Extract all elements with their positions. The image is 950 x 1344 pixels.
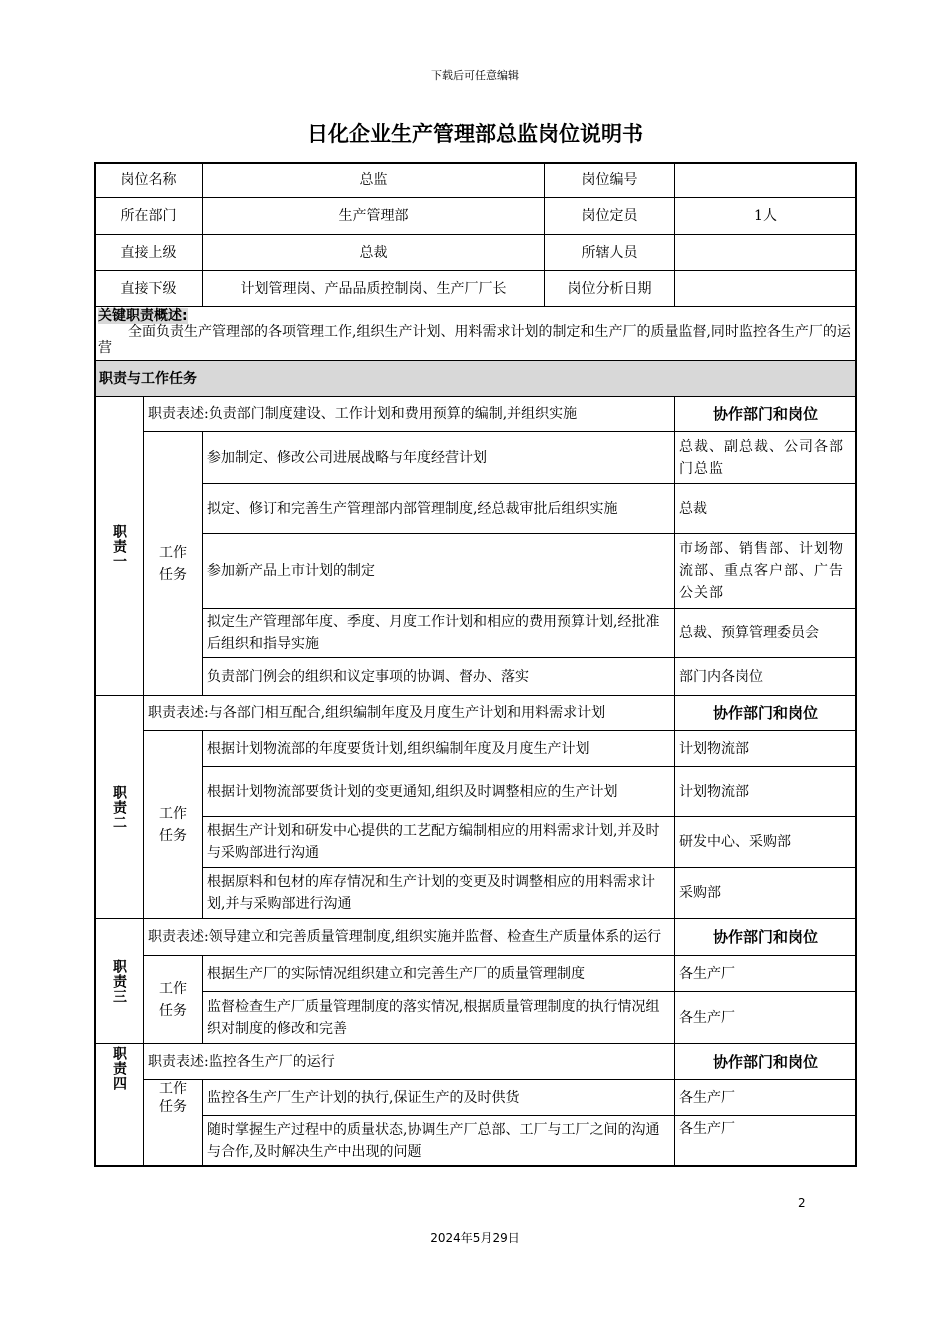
duty-3-task-1: 根据生产厂的实际情况组织建立和完善生产厂的质量管理制度	[202, 955, 675, 992]
page-title: 日化企业生产管理部总监岗位说明书	[307, 122, 643, 146]
header-note: 下载后可任意编辑	[431, 69, 519, 82]
duty-4-coop-header: 协作部门和岗位	[674, 1043, 857, 1080]
duty-3-task-2: 监督检查生产厂质量管理制度的落实情况,根据质量管理制度的执行情况组织对制度的修改和完善	[202, 991, 675, 1044]
duty-3-task-label: 工作 任务	[143, 955, 203, 1044]
duty-3-desc: 职责表述:领导建立和完善质量管理制度,组织实施并监督、检查生产质量体系的运行	[143, 918, 675, 956]
duty-4-label: 职责四	[94, 1043, 144, 1167]
duty-2-coop-3: 研发中心、采购部	[674, 816, 857, 868]
staff-value	[674, 234, 857, 271]
date-label: 岗位分析日期	[544, 270, 675, 307]
duty-1-task-label: 工作 任务	[143, 431, 203, 696]
duty-1-task-3: 参加新产品上市计划的制定	[202, 533, 675, 609]
quota-value: 1人	[674, 197, 857, 235]
duty-2-coop-4: 采购部	[674, 867, 857, 919]
duty-2-coop-1: 计划物流部	[674, 730, 857, 767]
duty-4-task-2: 随时掌握生产过程中的质量状态,协调生产厂总部、工厂与工厂之间的沟通与合作,及时解决生产中出现的问题	[202, 1115, 675, 1167]
duty-1-desc: 职责表述:负责部门制度建设、工作计划和费用预算的编制,并组织实施	[143, 396, 675, 432]
duty-4-coop-1: 各生产厂	[674, 1079, 857, 1116]
code-label: 岗位编号	[544, 162, 675, 198]
code-value	[674, 162, 857, 198]
duty-4-desc: 职责表述:监控各生产厂的运行	[143, 1043, 675, 1080]
duty-4-task-label: 工作 任务	[143, 1079, 203, 1167]
summary-label: 关键职责概述:	[98, 308, 188, 324]
summary-text: 全面负责生产管理部的各项管理工作,组织生产计划、用料需求计划的制定和生产厂的质量监督,同时监控各生产厂的运营	[98, 324, 851, 356]
duty-2-label: 职责二	[94, 695, 144, 919]
name-label: 岗位名称	[94, 162, 203, 198]
duty-1-coop-2: 总裁	[674, 483, 857, 534]
duty-1-coop-1: 总裁、副总裁、公司各部门总监	[674, 431, 857, 484]
staff-label: 所辖人员	[544, 234, 675, 271]
dept-value: 生产管理部	[202, 197, 545, 235]
name-value: 总监	[202, 162, 545, 198]
superior-label: 直接上级	[94, 234, 203, 271]
duty-1-task-1: 参加制定、修改公司进展战略与年度经营计划	[202, 431, 675, 484]
duty-2-coop-header: 协作部门和岗位	[674, 695, 857, 731]
duty-3-coop-1: 各生产厂	[674, 955, 857, 992]
duty-4-task-1: 监控各生产厂生产计划的执行,保证生产的及时供货	[202, 1079, 675, 1116]
subordinate-label: 直接下级	[94, 270, 203, 307]
dept-label: 所在部门	[94, 197, 203, 235]
duty-2-coop-2: 计划物流部	[674, 766, 857, 817]
summary-block	[94, 306, 857, 361]
duty-2-task-label: 工作 任务	[143, 730, 203, 919]
duty-4-coop-2: 各生产厂	[674, 1115, 857, 1167]
duty-2-task-2: 根据计划物流部要货计划的变更通知,组织及时调整相应的生产计划	[202, 766, 675, 817]
duty-3-coop-header: 协作部门和岗位	[674, 918, 857, 956]
duty-2-task-1: 根据计划物流部的年度要货计划,组织编制年度及月度生产计划	[202, 730, 675, 767]
duty-1-coop-5: 部门内各岗位	[674, 657, 857, 696]
duty-1-coop-header: 协作部门和岗位	[674, 396, 857, 432]
duty-1-task-2: 拟定、修订和完善生产管理部内部管理制度,经总裁审批后组织实施	[202, 483, 675, 534]
duty-2-task-4: 根据原料和包材的库存情况和生产计划的变更及时调整相应的用料需求计划,并与采购部进行沟通	[202, 867, 675, 919]
date-value	[674, 270, 857, 307]
duty-1-coop-3: 市场部、销售部、计划物流部、重点客户部、广告公关部	[674, 533, 857, 609]
duty-3-coop-2: 各生产厂	[674, 991, 857, 1044]
subordinate-value: 计划管理岗、产品品质控制岗、生产厂厂长	[202, 270, 545, 307]
duty-1-task-5: 负责部门例会的组织和议定事项的协调、督办、落实	[202, 657, 675, 696]
footer-date: 2024年5月29日	[430, 1231, 520, 1245]
duty-1-coop-4: 总裁、预算管理委员会	[674, 608, 857, 658]
duty-1-task-4: 拟定生产管理部年度、季度、月度工作计划和相应的费用预算计划,经批准后组织和指导实施	[202, 608, 675, 658]
quota-label: 岗位定员	[544, 197, 675, 235]
duties-header: 职责与工作任务	[94, 360, 857, 397]
page-number: 2	[798, 1196, 806, 1210]
duty-2-desc: 职责表述:与各部门相互配合,组织编制年度及月度生产计划和用料需求计划	[143, 695, 675, 731]
duty-3-label: 职责三	[94, 918, 144, 1044]
superior-value: 总裁	[202, 234, 545, 271]
duty-2-task-3: 根据生产计划和研发中心提供的工艺配方编制相应的用料需求计划,并及时与采购部进行沟通	[202, 816, 675, 868]
duty-1-label: 职责一	[94, 396, 144, 696]
